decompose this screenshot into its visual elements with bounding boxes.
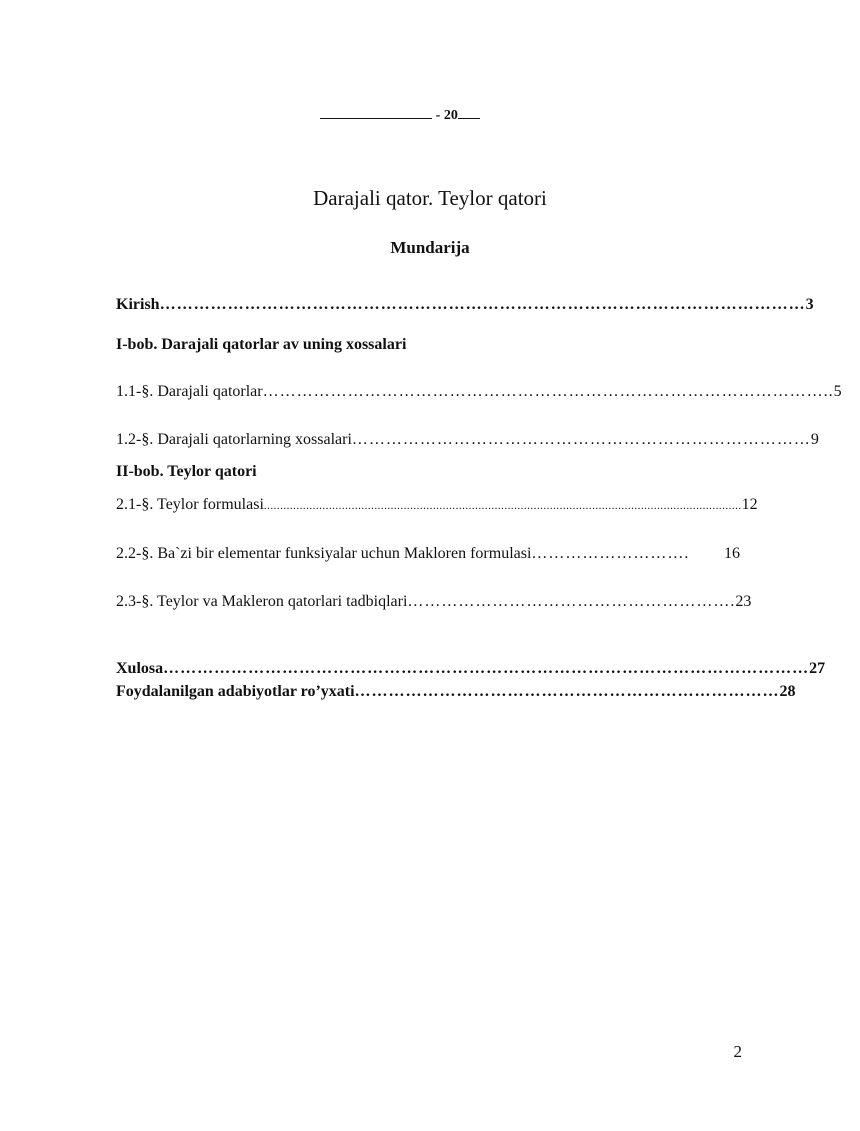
toc-chapter-1 xyxy=(116,336,740,354)
toc-entry-leader: ……………………………………………………………………… xyxy=(351,431,811,448)
toc-entry-adabiyotlar xyxy=(116,683,796,701)
date-blank-line xyxy=(320,106,432,119)
toc-entry-kirish xyxy=(116,296,814,314)
toc-entry-xulosa xyxy=(116,660,826,678)
toc-entry-page: 23 xyxy=(735,593,752,610)
toc-entry-label: 2.3-§. Teylor va Makleron qatorlari tadbiqlari xyxy=(116,593,408,610)
toc-entry-label: 1.1-§. Darajali qatorlar xyxy=(116,383,263,400)
toc-entry-leader: …………………………………………………. xyxy=(407,593,736,610)
toc-entry-leader: ………………………………………………………………… xyxy=(354,683,780,700)
contents-heading: Mundarija xyxy=(390,238,470,257)
toc-entry-label: Kirish xyxy=(116,296,160,313)
toc-entry-label: II-bob. Teylor qatori xyxy=(116,463,257,480)
toc-entry-leader: …………………………………………………………………………………………………… xyxy=(159,296,806,313)
toc-entry-2-3 xyxy=(116,593,752,611)
toc-entry-page: 16 xyxy=(724,545,740,562)
toc-entry-page: 3 xyxy=(805,296,814,313)
toc-entry-label: I-bob. Darajali qatorlar av uning xossalari xyxy=(116,336,407,353)
toc-entry-leader: …………………………………………………………………………………………………… xyxy=(163,660,810,677)
toc-entry-leader: ……………………………………………………………………………………….. xyxy=(262,383,834,400)
date-header xyxy=(0,106,800,124)
document-title: Darajali qator. Teylor qatori xyxy=(313,186,547,210)
toc-entry-label: Foydalanilgan adabiyotlar ro’yxati xyxy=(116,683,355,700)
toc-entry-2-2 xyxy=(116,545,740,563)
page-number: 2 xyxy=(733,1042,742,1061)
toc-entry-label: 2.1-§. Teylor formulasi xyxy=(116,496,264,513)
toc-entry-label: 2.2-§. Ba`zi bir elementar funksiyalar uchun Makloren formulasi xyxy=(116,545,532,562)
toc-entry-page: 28 xyxy=(779,683,796,700)
date-year-prefix: - 20 xyxy=(435,108,458,123)
toc-entry-page: 27 xyxy=(809,660,826,677)
toc-entry-label: Xulosa xyxy=(116,660,164,677)
toc-entry-page: 12 xyxy=(741,496,758,513)
toc-entry-label: 1.2-§. Darajali qatorlarning xossalari xyxy=(116,431,352,448)
toc-entry-leader: ................................................................................................................................................... xyxy=(263,500,742,512)
toc-entry-page: 5 xyxy=(833,383,842,400)
date-year-blank xyxy=(458,106,480,119)
toc-entry-leader: ………………………. xyxy=(531,545,690,562)
toc-entry-page: 9 xyxy=(810,431,819,448)
toc-entry-2-1 xyxy=(116,496,758,514)
toc-entry-1-1 xyxy=(116,383,842,401)
toc-entry-1-2 xyxy=(116,431,819,449)
toc-chapter-2 xyxy=(116,463,740,481)
